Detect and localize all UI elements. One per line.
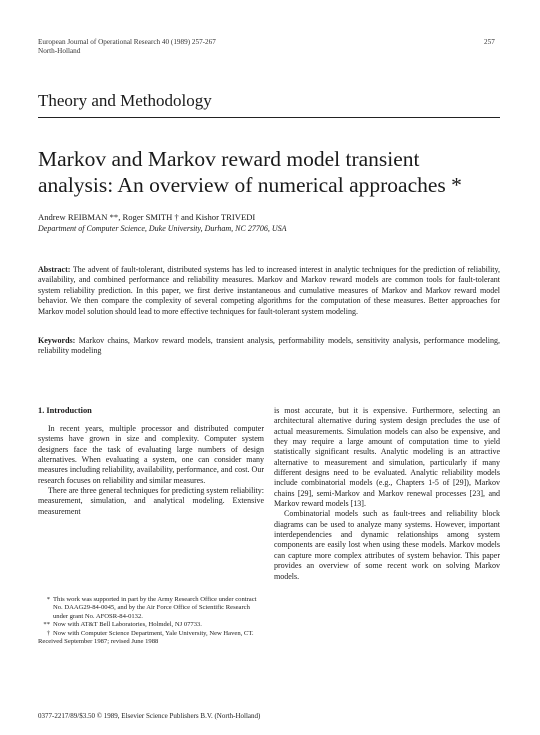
footnote-text: Now with Computer Science Department, Yale University, New Haven, CT. — [53, 629, 254, 637]
right-column — [274, 406, 500, 582]
footnote-mark: * — [46, 596, 50, 603]
publisher: North-Holland — [38, 47, 81, 55]
title-line-1: Markov and Markov reward model transient — [38, 147, 420, 171]
affiliation: Department of Computer Science, Duke University, Durham, NC 27706, USA — [38, 224, 287, 233]
footnote — [38, 630, 260, 638]
abstract-text: The advent of fault-tolerant, distributed systems has led to increased interest in analytic techniques for the prediction of reliability, availability, and combined performance and reliability measures. Markov and Markov reward models are common tools for fault-tolerant system reliability prediction. In this paper, we first derive instantaneous and cumulative measures of Markov and Markov reward model behavior. We then compare the complexity of several competing algorithms for the computation of these measures. Better approaches for Markov model solution should lead to more effective techniques for fault-tolerant system modeling. — [38, 265, 500, 316]
title-line-2: analysis: An overview of numerical approaches * — [38, 173, 462, 197]
intro-paragraph-1: In recent years, multiple processor and distributed computer systems have grown in size and complexity. Computer system designers face the task of evaluating large numbers of design alternatives. When evaluating a system, one can consider many measures including reliability, availability, performance, and cost. Our research focuses on reliability and similar measures. — [38, 424, 264, 485]
section-title: Theory and Methodology — [38, 91, 212, 110]
intro-paragraph-3: Combinatorial models such as fault-trees and reliability block diagrams can be used to analyze many systems. However, important interdependencies and dynamic relationships among system components are easily lost when using these models. Markov models can capture more complex attributes of system behavior. This paper provides an overview of some recent work on solving Markov models. — [274, 509, 500, 581]
copyright-footer: 0377-2217/89/$3.50 © 1989, Elsevier Science Publishers B.V. (North-Holland) — [38, 712, 261, 720]
footnote-text: Now with AT&T Bell Laboratories, Holmdel, NJ 07733. — [53, 621, 202, 629]
keywords-text: Markov chains, Markov reward models, transient analysis, performability models, sensitivity analysis, performance modeling, reliability modeling — [38, 336, 501, 356]
section-rule — [38, 117, 500, 118]
footnotes — [38, 596, 260, 646]
paper-title — [38, 146, 508, 198]
abstract-label: Abstract: — [38, 265, 71, 274]
footnote — [38, 621, 260, 629]
abstract — [38, 265, 500, 317]
left-column — [38, 424, 264, 517]
footnote-mark: ** — [43, 621, 50, 629]
authors: Andrew REIBMAN **, Roger SMITH † and Kishor TRIVEDI — [38, 212, 256, 222]
introduction-heading: 1. Introduction — [38, 406, 92, 415]
keywords — [38, 336, 500, 357]
footnote-mark: † — [46, 629, 50, 637]
footnote-text: This work was supported in part by the Army Research Office under contract No. DAAG29-84-0045, and by the Air Force Office of Scientific Research under grant No. AFOSR-84-0132. — [53, 596, 257, 620]
intro-paragraph-2-continued: is most accurate, but it is expensive. Furthermore, selecting an architectural alternative during system design precludes the use of actual measurements. Simulation models can also be expensive, and they may require a large amount of computation time to yield statistically significant results. Analytic modeling is an attractive alternative to measurement and simulation, particularly if many different designs need to be evaluated. Analytic reliability models include combinatorial models (e.g., Chapters 1-5 of [29]), Markov chains [29], semi-Markov and Markov renewal processes [23], and Markov reward models [13]. — [274, 406, 500, 509]
keywords-label: Keywords: — [38, 336, 76, 345]
received-date: Received September 1987; revised June 1988 — [38, 638, 159, 646]
page-number: 257 — [484, 38, 495, 46]
journal-citation: European Journal of Operational Research 40 (1989) 257-267 — [38, 38, 216, 46]
footnote — [38, 596, 260, 621]
intro-paragraph-2: There are three general techniques for predicting system reliability: measurement, simulation, and analytical modeling. Extensive measurement — [38, 486, 264, 516]
